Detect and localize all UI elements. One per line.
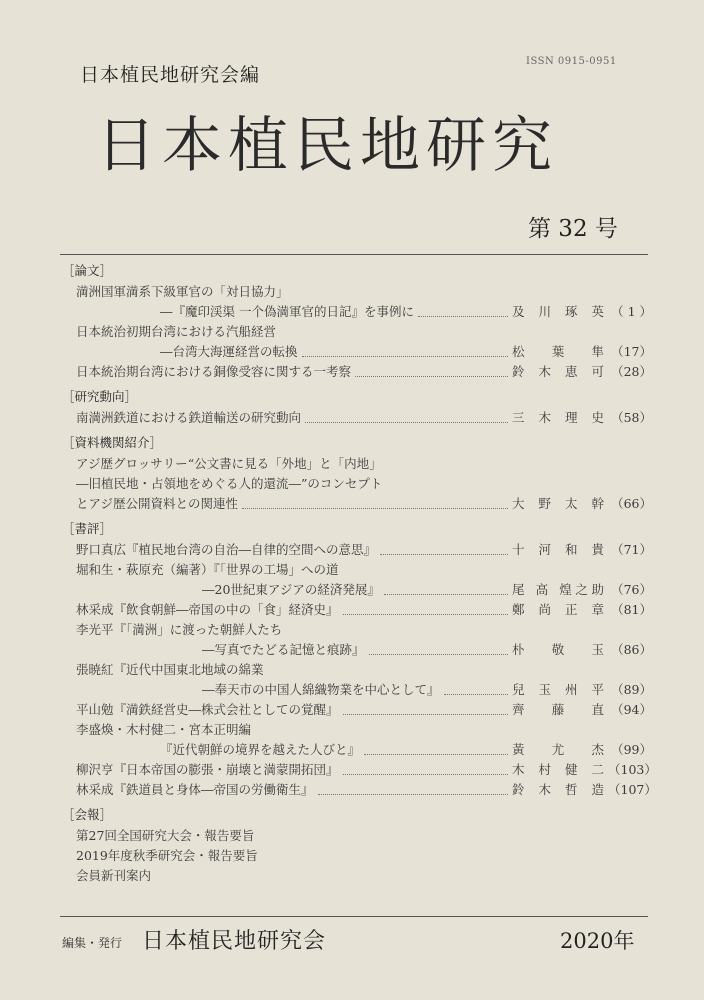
toc-section-heading: ［書評］: [62, 521, 113, 536]
page-number: （17）: [611, 344, 652, 359]
top-divider: [60, 254, 648, 255]
toc-section-heading: ［会報］: [62, 807, 113, 822]
article-author: 朴 敬 玉: [512, 642, 604, 657]
article-author: 十 河 和 貴: [512, 542, 604, 557]
article-title: ―『魔印渓渠 一个偽満軍官的日記』を事例に: [160, 304, 414, 319]
toc-line: 李光平『「満洲」に渡った朝鮮人たち: [76, 622, 283, 637]
table-of-contents: [62, 261, 657, 886]
issn-number: ISSN 0915-0951: [526, 56, 617, 67]
toc-entry: [62, 408, 652, 428]
page-number: （89）: [611, 682, 652, 697]
journal-title: 日本植民地研究: [96, 111, 558, 181]
article-title: 林采成『飲食朝鮮―帝国の中の「食」経済史』: [76, 602, 339, 617]
article-author: 木 村 健 二: [512, 762, 604, 777]
article-title: 平山勉『満鉄経営史―株式会社としての覚醒』: [76, 702, 339, 717]
article-author: 黃 尤 杰: [512, 742, 604, 757]
page-number: （ 1 ）: [611, 304, 652, 319]
toc-entry: [62, 540, 652, 560]
leader-dots: [364, 740, 508, 755]
article-title: ―20世紀東アジアの経済発展』: [202, 582, 380, 597]
toc-section-heading: ［資料機関紹介］: [62, 435, 163, 450]
article-author: 齊 藤 直: [512, 702, 604, 717]
toc-entry: [62, 640, 652, 660]
toc-line: ―旧植民地・占領地をめぐる人的還流―”のコンセプト: [76, 476, 383, 491]
article-title: 南満洲鉄道における鉄道輸送の研究動向: [76, 410, 302, 425]
leader-dots: [380, 540, 508, 555]
leader-dots: [355, 362, 508, 377]
leader-dots: [384, 580, 508, 595]
toc-section-heading: ［論文］: [62, 263, 113, 278]
page-number: （28）: [611, 364, 652, 379]
article-title: 野口真広『植民地台湾の自治―自律的空間への意思』: [76, 542, 377, 557]
toc-entry: [62, 362, 652, 382]
leader-dots: [343, 600, 508, 615]
toc-entry: [62, 342, 652, 362]
page-number: （76）: [611, 582, 652, 597]
toc-entry: [62, 700, 652, 720]
article-author: 鄭 尚 正 章: [512, 602, 604, 617]
page-number: （107）: [608, 782, 657, 797]
toc-entry: [62, 680, 652, 700]
toc-entry: [62, 494, 652, 514]
article-title: 日本統治期台湾における銅像受容に関する一考察: [76, 364, 352, 379]
page-number: （71）: [611, 542, 652, 557]
leader-dots: [343, 760, 508, 775]
toc-line: 堀和生・萩原充（編著）『「世界の工場」への道: [76, 562, 339, 577]
publisher-name: 日本植民地研究会: [142, 929, 327, 954]
article-title: 柳沢亨『日本帝国の膨張・崩壊と満蒙開拓団』: [76, 762, 339, 777]
publication-year: 2020年: [560, 929, 635, 953]
page-number: （81）: [611, 602, 652, 617]
leader-dots: [444, 680, 508, 695]
article-title: ―奉天市の中国人綿織物業を中心として』: [202, 682, 440, 697]
toc-line: 2019年度秋季研究会・報告要旨: [76, 848, 258, 863]
article-title: とアジ歴公開資料との関連性: [76, 496, 239, 511]
leader-dots: [369, 640, 508, 655]
leader-dots: [242, 494, 508, 509]
leader-dots: [302, 342, 508, 357]
toc-entry: [62, 780, 657, 800]
toc-line: アジ歴グロッサリー“公文書に見る「外地」と「内地」: [76, 456, 382, 471]
toc-entry: [62, 580, 652, 600]
article-author: 鈴 木 恵 可: [512, 364, 604, 379]
page-number: （103）: [608, 762, 657, 777]
leader-dots: [305, 408, 508, 423]
article-title: ―写真でたどる記憶と痕跡』: [202, 642, 365, 657]
bottom-divider: [60, 916, 648, 917]
page-number: （94）: [611, 702, 652, 717]
page-number: （58）: [611, 410, 652, 425]
toc-section-heading: ［研究動向］: [62, 389, 138, 404]
page-number: （66）: [611, 496, 652, 511]
toc-line: 第27回全国研究大会・報告要旨: [76, 828, 255, 843]
leader-dots: [318, 780, 508, 795]
article-author: 大 野 太 幹: [512, 496, 604, 511]
toc-line: 張暁紅『近代中国東北地域の綿業: [76, 662, 264, 677]
toc-entry: [62, 600, 652, 620]
editor-credit: 日本植民地研究会編: [80, 64, 261, 86]
toc-entry: [62, 740, 652, 760]
toc-entry: [62, 760, 657, 780]
toc-entry: [62, 302, 652, 322]
issue-number: 第 32 号: [528, 216, 618, 242]
article-title: 『近代朝鮮の境界を越えた人びと』: [160, 742, 361, 757]
article-author: 尾 高 煌之助: [512, 582, 604, 597]
article-author: 及 川 琢 英: [512, 304, 604, 319]
toc-line: 日本統治初期台湾における汽船経営: [76, 324, 277, 339]
toc-line: 満洲国軍満系下級軍官の「対日協力」: [76, 284, 289, 299]
article-title: ―台湾大海運経営の転換: [160, 344, 298, 359]
toc-line: 会員新刊案内: [76, 868, 152, 883]
page-number: （86）: [611, 642, 652, 657]
leader-dots: [343, 700, 508, 715]
article-author: 兒 玉 州 平: [512, 682, 604, 697]
article-author: 松 葉 隼: [512, 344, 604, 359]
article-title: 林采成『鉄道員と身体―帝国の労働衛生』: [76, 782, 314, 797]
article-author: 三 木 理 史: [512, 410, 604, 425]
article-author: 鈴 木 哲 造: [512, 782, 604, 797]
page-number: （99）: [611, 742, 652, 757]
toc-line: 李盛煥・木村健二・宮本正明編: [76, 722, 252, 737]
leader-dots: [418, 302, 508, 317]
publisher-label: 編集・発行: [62, 936, 123, 950]
